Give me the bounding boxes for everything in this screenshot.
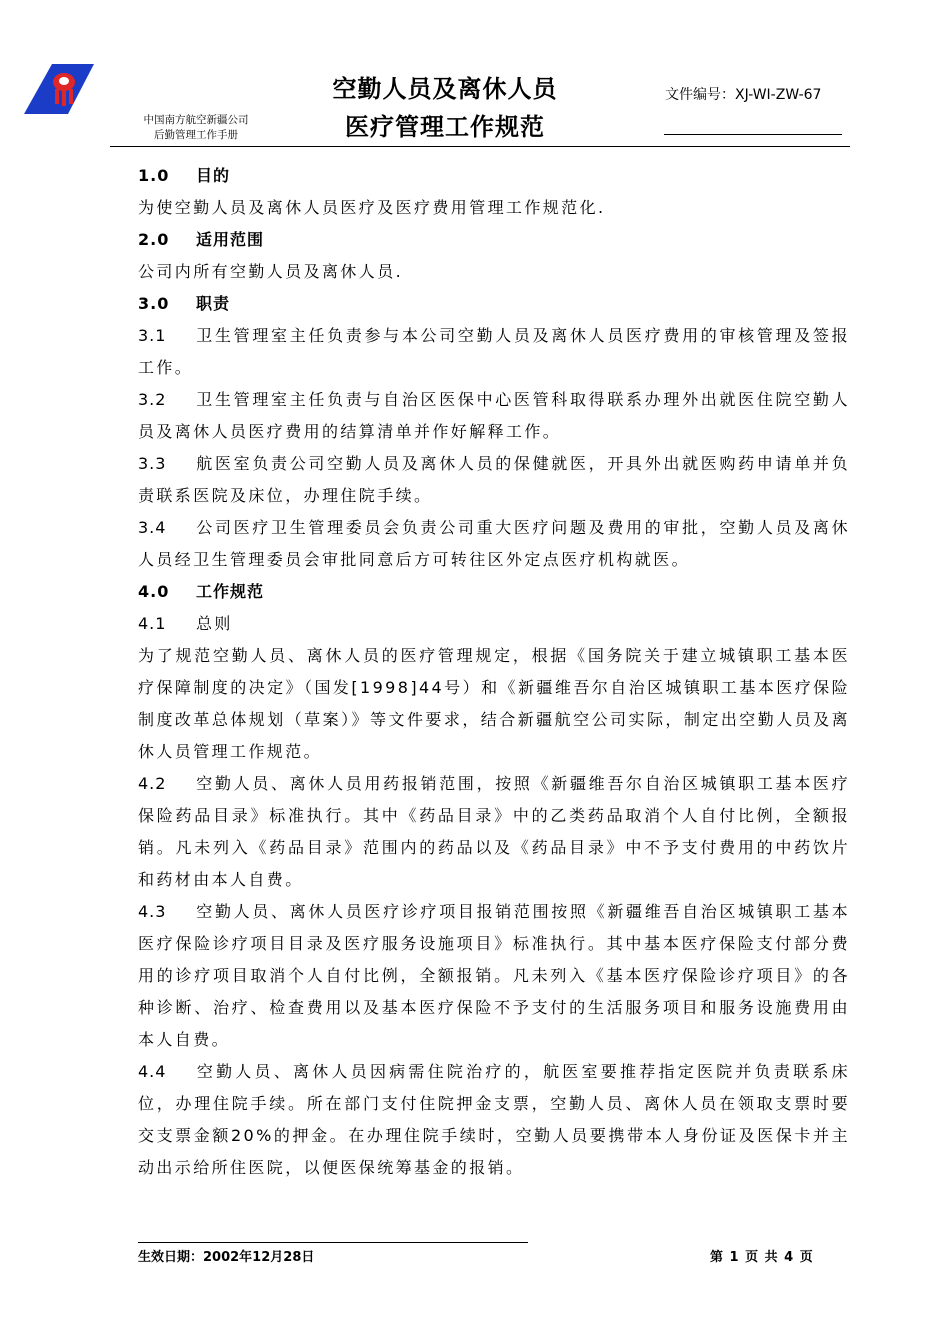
document-number: 文件编号：XJ-WI-ZW-67 [665, 87, 822, 103]
title-line-1: 空勤人员及离休人员 [332, 75, 558, 103]
paragraph: 4.4 空勤人员、离休人员因病需住院治疗的，航医室要推荐指定医院并负责联系床位，办理住院手续。所在部门支付住院押金支票，空勤人员、离休人员在领取支票时要交支票金额20%的押金。在办理住院手续时，空勤人员要携带本人身份证及医保卡并主动出示给所住医院，以便医保统筹基金的报销。 [138, 1062, 850, 1177]
company-name [132, 113, 260, 143]
section-heading: 3.0 职责 [138, 294, 231, 313]
section-heading: 1.0 目的 [138, 166, 231, 185]
paragraph: 3.3 航医室负责公司空勤人员及离休人员的保健就医，开具外出就医购药申请单并负责联系医院及床位，办理住院手续。 [138, 454, 850, 505]
page-number: 第 1 页 共 4 页 [710, 1250, 814, 1265]
paragraph: 4.3 空勤人员、离休人员医疗诊疗项目报销范围按照《新疆维吾自治区城镇职工基本医疗保险诊疗项目目录及医疗服务设施项目》标准执行。其中基本医疗保险支付部分费用的诊疗项目取消个人自付比例，全额报销。凡未列入《基本医疗保险诊疗项目》的各种诊断、治疗、检查费用以及基本医疗保险不予支付的生活服务项目和服务设施费用由本人自费。 [138, 902, 850, 1049]
paragraph: 3.2 卫生管理室主任负责与自治区医保中心医管科取得联系办理外出就医住院空勤人员及离休人员医疗费用的结算清单并作好解释工作。 [138, 390, 850, 441]
company-line-1: 中国南方航空新疆公司 [143, 114, 249, 126]
subsection-heading: 4.1 总则 [138, 614, 233, 633]
document-body [138, 160, 850, 1184]
paragraph: 为使空勤人员及离休人员医疗及医疗费用管理工作规范化. [138, 198, 606, 217]
effective-date: 生效日期：2002年12月28日 [138, 1250, 315, 1265]
footer-divider [138, 1242, 528, 1243]
title-line-2: 医疗管理工作规范 [345, 113, 545, 141]
document-title [300, 70, 590, 146]
paragraph: 3.4 公司医疗卫生管理委员会负责公司重大医疗问题及费用的审批，空勤人员及离休人员经卫生管理委员会审批同意后方可转往区外定点医疗机构就医。 [138, 518, 850, 569]
paragraph: 为了规范空勤人员、离休人员的医疗管理规定，根据《国务院关于建立城镇职工基本医疗保障制度的决定》（国发[1998]44号）和《新疆维吾尔自治区城镇职工基本医疗保险制度改革总体规划（草案）》等文件要求，结合新疆航空公司实际，制定出空勤人员及离休人员管理工作规范。 [138, 646, 850, 761]
company-line-2: 后勤管理工作手册 [154, 129, 238, 141]
paragraph: 公司内所有空勤人员及离休人员. [138, 262, 404, 281]
section-heading: 2.0 适用范围 [138, 230, 265, 249]
document-number-underline [664, 134, 842, 135]
section-heading: 4.0 工作规范 [138, 582, 265, 601]
paragraph: 4.2 空勤人员、离休人员用药报销范围，按照《新疆维吾尔自治区城镇职工基本医疗保险药品目录》标准执行。其中《药品目录》中的乙类药品取消个人自付比例，全额报销。凡未列入《药品目录》范围内的药品以及《药品目录》中不予支付费用的中药饮片和药材由本人自费。 [138, 774, 850, 889]
airline-logo-icon [24, 64, 94, 114]
paragraph: 3.1 卫生管理室主任负责参与本公司空勤人员及离休人员医疗费用的审核管理及签报工作。 [138, 326, 850, 377]
header-divider [110, 146, 850, 147]
